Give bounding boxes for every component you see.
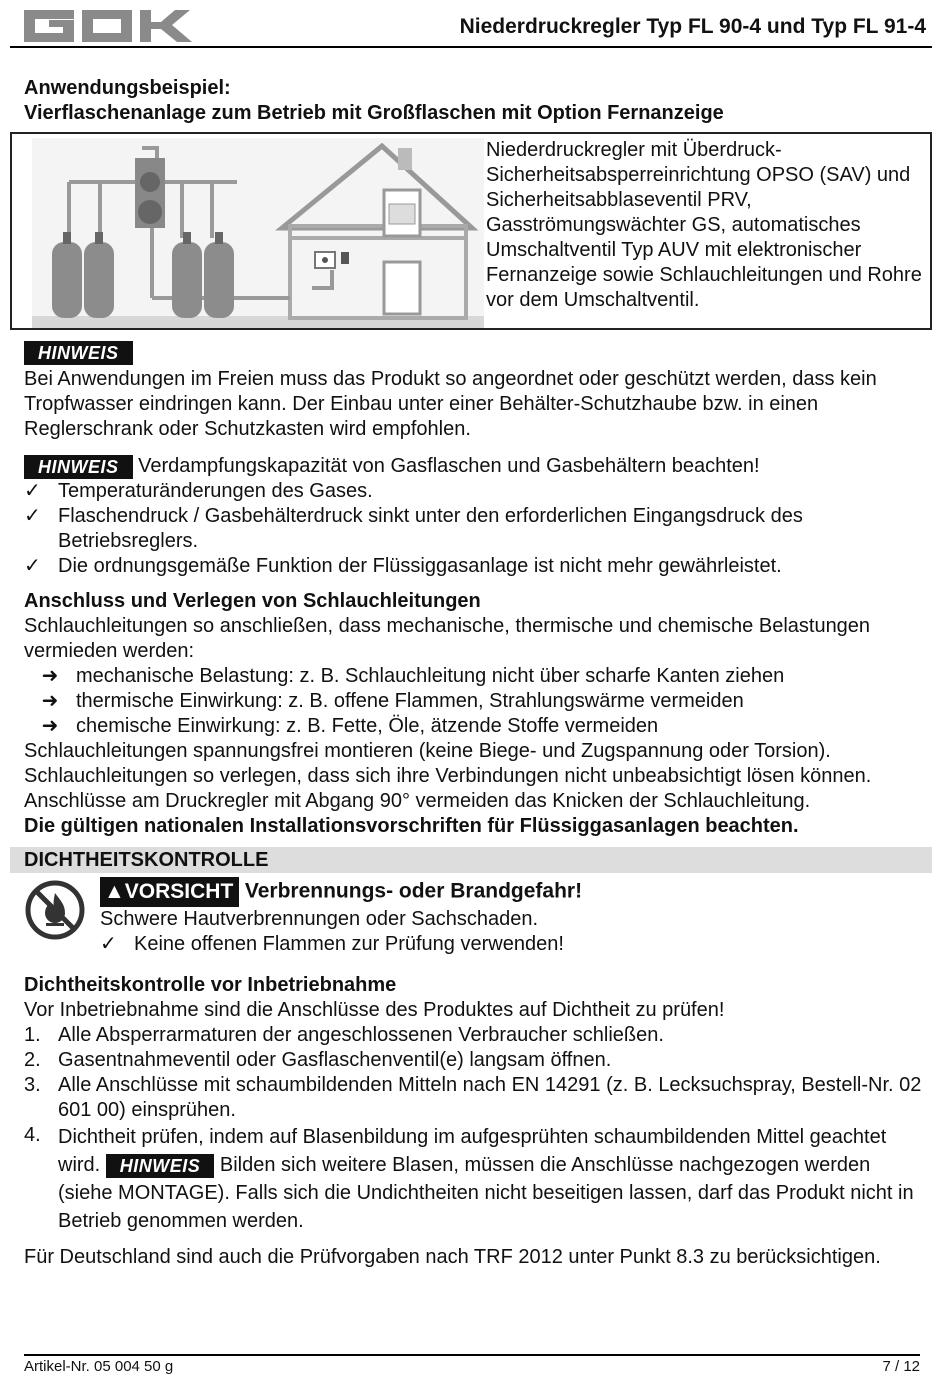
leak-note: Für Deutschland sind auch die Prüfvorgaben nach TRF 2012 unter Punkt 8.3 zu berücksichtigen. [24,1246,881,1268]
hoses-intro: Schlauchleitungen so anschließen, dass mechanische, thermische und chemische Belastungen vermieden werden: [24,615,871,662]
checkmark-icon: ✓ [24,505,41,527]
gok-logo [24,10,200,42]
hoses-section [24,589,924,839]
leak-subheading: Dichtheitskontrolle vor Inbetriebnahme [24,974,397,996]
hinweis-capacity-text: Verdampfungskapazität von Gasflaschen und Gasbehältern beachten! [138,455,760,477]
hinweis-block-outdoor [24,340,924,442]
hoses-heading: Anschluss und Verlegen von Schlauchleitungen [24,590,481,612]
checkmark-icon: ✓ [24,555,41,577]
example-box [10,132,932,330]
example-label: Anwendungsbeispiel: [24,77,231,99]
page-number: 7 / 12 [882,1358,920,1375]
page-header [10,6,932,48]
hinweis-block-capacity [24,454,924,579]
warning-title: Verbrennungs- oder Brandgefahr! [244,879,583,903]
arrow-right-icon: ➜ [41,690,59,712]
leak-test-section [24,973,924,1270]
arrow-right-icon: ➜ [41,715,59,737]
checkmark-icon: ✓ [24,480,41,502]
arrow-right-icon: ➜ [41,665,59,687]
hinweis-badge: HINWEIS [106,1154,215,1178]
hoses-body: Schlauchleitungen spannungsfrei montieren (keine Biege- und Zugspannung oder Torsion). Schlauchleitungen so verlegen, dass sich ihre Verbindungen nicht unbeabsichtigt lösen können. Anschlüsse am Druckregler mit Abgang 90° vermeiden das Knicken der Schlauchleitung. [24,740,872,812]
list-item: ➜ thermische Einwirkung: z. B. offene Flammen, Strahlungswärme vermeiden [24,689,924,714]
hinweis-badge: HINWEIS [24,341,133,365]
list-item: ✓ Keine offenen Flammen zur Prüfung verwenden! [100,933,564,955]
list-item: ✓ Flaschendruck / Gasbehälterdruck sinkt unter den erforderlichen Eingangsdruck des Betriebsreglers. [24,505,803,552]
hoses-regulations: Die gültigen nationalen Installationsvorschriften für Flüssiggasanlagen beachten. [24,815,799,837]
no-open-flame-icon [24,879,86,941]
warning-text: Schwere Hautverbrennungen oder Sachschaden. [100,908,539,930]
document-title: Niederdruckregler Typ FL 90-4 und Typ FL 91-4 [459,15,926,38]
example-caption: Niederdruckregler mit Überdruck-Sicherheitsabsperreinrichtung OPSO (SAV) und Sicherheitsabblaseventil PRV, Gasströmungswächter GS, automatisches Umschaltventil Typ AUV mit elektronischer Fernanzeige sowie Schlauchleitungen und Rohre vor dem Umschaltventil. [486,139,922,311]
article-number: Artikel-Nr. 05 004 50 g [24,1358,174,1375]
list-item: ➜ mechanische Belastung: z. B. Schlauchleitung nicht über scharfe Kanten ziehen [24,664,924,689]
warning-block [24,877,924,967]
hinweis-badge: HINWEIS [24,455,133,479]
page-content [24,76,924,1270]
hinweis-outdoor-text: Bei Anwendungen im Freien muss das Produkt so angeordnet oder geschützt werden, dass kein Tropfwasser eindringen kann. Der Einbau unter einer Behälter-Schutzhaube bzw. in einen Reglerschrank oder Schutzkasten wird empfohlen. [24,368,877,440]
leak-intro: Vor Inbetriebnahme sind die Anschlüsse des Produktes auf Dichtheit zu prüfen! [24,999,725,1021]
step-item: 1. Alle Absperrarmaturen der angeschlossenen Verbraucher schließen. [24,1024,664,1046]
step-item: 2. Gasentnahmeventil oder Gasflaschenventil(e) langsam öffnen. [24,1049,612,1071]
vorsicht-badge: ▲VORSICHT [100,877,239,907]
list-item: ✓ Temperaturänderungen des Gases. [24,480,373,502]
checkmark-icon: ✓ [100,933,117,955]
list-item: ✓ Die ordnungsgemäße Funktion der Flüssiggasanlage ist nicht mehr gewährleistet. [24,555,782,577]
warning-content [100,877,582,957]
warning-triangle-icon: ▲ [104,880,125,903]
page-footer [24,1354,920,1375]
list-item: ➜ chemische Einwirkung: z. B. Fette, Öle, ätzende Stoffe vermeiden [24,714,924,739]
step-item: 4. Dichtheit prüfen, indem auf Blasenbildung im aufgesprühten schaumbildenden Mittel geachtet wird. HINWEIS Bilden sich weitere Blasen, müssen die Anschlüsse nachgezogen werden (siehe MONTAGE). Falls sich die Undichtheiten nicht beseitigen lassen, darf das Produkt nicht in Betrieb genommen werden. [24,1124,914,1232]
section-title-leak-test: DICHTHEITSKONTROLLE [10,847,932,873]
example-heading: Vierflaschenanlage zum Betrieb mit Großflaschen mit Option Fernanzeige [24,102,724,124]
installation-illustration [32,138,484,328]
step-item: 3. Alle Anschlüsse mit schaumbildenden Mitteln nach EN 14291 (z. B. Lecksuchspray, Bestell-Nr. 02 601 00) einsprühen. [24,1074,922,1121]
